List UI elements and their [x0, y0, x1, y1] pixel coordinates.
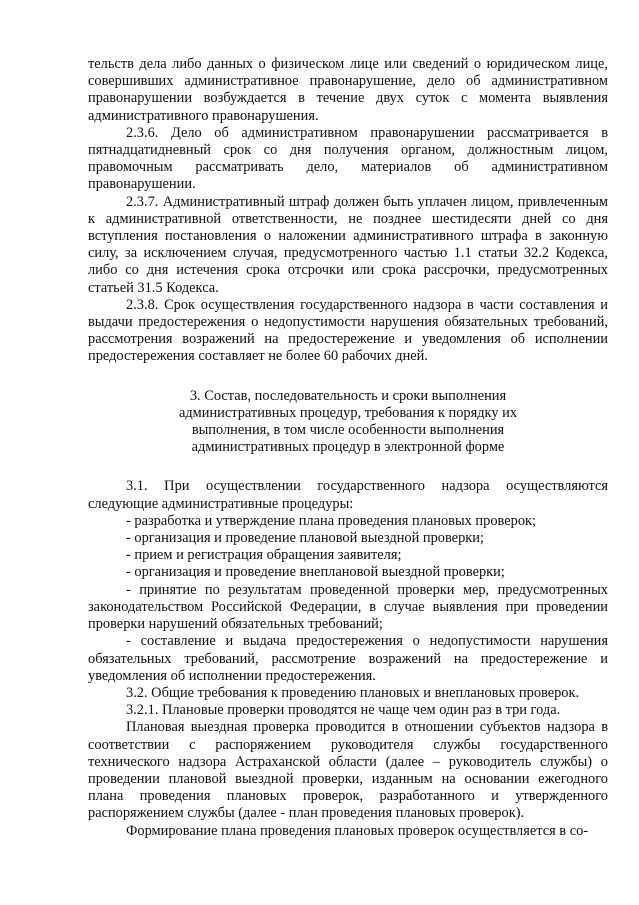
list-item-measures: - принятие по результатам проведенной проверки мер, предусмотренных законодательством Российской Федерации, в случае выявления при проведении проверки нарушений обязательных требований; — [88, 581, 608, 633]
section-heading-line: административных процедур в электронной форме — [191, 439, 505, 456]
paragraph-2-3-7: 2.3.7. Административный штраф должен быть уплачен лицом, привлеченным к административной ответственности, не позднее шестидесяти дней со дня вступления постановления о наложении административного штрафа в законную силу, за исключением случая, предусмотренного частью 1.1 статьи 32.2 Кодекса, либо со дня истечения срока отсрочки или срока рассрочки, предусмотренных статьей 31.5 Кодекса. — [88, 193, 608, 296]
paragraph-3-2-1: 3.2.1. Плановые проверки проводятся не чаще чем один раз в три года. — [126, 702, 561, 719]
document-page — [88, 56, 608, 840]
paragraph-planned-inspection: Плановая выездная проверка проводится в отношении субъектов надзора в соответствии с распоряжением руководителя службы государственного технического надзора Астраханской области (далее – руководитель службы) о проведении плановой выездной проверки, изданным на основании ежегодного плана проведения плановых проверок, разработанного и утвержденного распоряжением службы (далее - план проведения плановых проверок). — [88, 719, 608, 822]
paragraph-2-3-8: 2.3.8. Срок осуществления государственного надзора в части составления и выдачи предостережения о недопустимости нарушения обязательных требований, рассмотрения возражений на предостережение и уведомления об исполнении предостережения составляет не более 60 рабочих дней. — [88, 296, 608, 365]
list-item-planned-inspection: - организация и проведение плановой выездной проверки; — [126, 530, 484, 547]
paragraph-plan-formation: Формирование плана проведения плановых проверок осуществляется в со- — [126, 822, 589, 839]
list-item-unplanned-inspection: - организация и проведение внеплановой выездной проверки; — [126, 564, 505, 581]
paragraph-2-3-6: 2.3.6. Дело об административном правонарушении рассматривается в пятнадцатидневный срок со дня получения органом, должностным лицом, правомочным рассматривать дело, материалов об административном правонарушении. — [88, 124, 608, 193]
list-item-plan: - разработка и утверждение плана проведения плановых проверок; — [126, 512, 537, 529]
section-3-heading — [88, 388, 608, 457]
list-item-warning: - составление и выдача предостережения о недопустимости нарушения обязательных требований, рассмотрение возражений на предостережение и уведомления об исполнении предостережения. — [88, 633, 608, 684]
section-heading-line: 3. Состав, последовательность и сроки выполнения — [189, 387, 507, 404]
section-heading-line: административных процедур, требования к порядку их — [178, 404, 518, 421]
section-heading-line: выполнения, в том числе особенности выполнения — [191, 422, 505, 439]
paragraph-3-1: 3.1. При осуществлении государственного надзора осуществляются следующие административные процедуры: — [88, 478, 608, 512]
paragraph-continuation: тельств дела либо данных о физическом лице или сведений о юридическом лице, совершивших административное правонарушение, дело об административном правонарушении возбуждается в течение двух суток с момента выявления административного правонарушения. — [88, 56, 608, 124]
list-item-appeal-registration: - прием и регистрация обращения заявителя; — [126, 547, 402, 564]
paragraph-3-2: 3.2. Общие требования к проведению плановых и внеплановых проверок. — [126, 684, 580, 701]
